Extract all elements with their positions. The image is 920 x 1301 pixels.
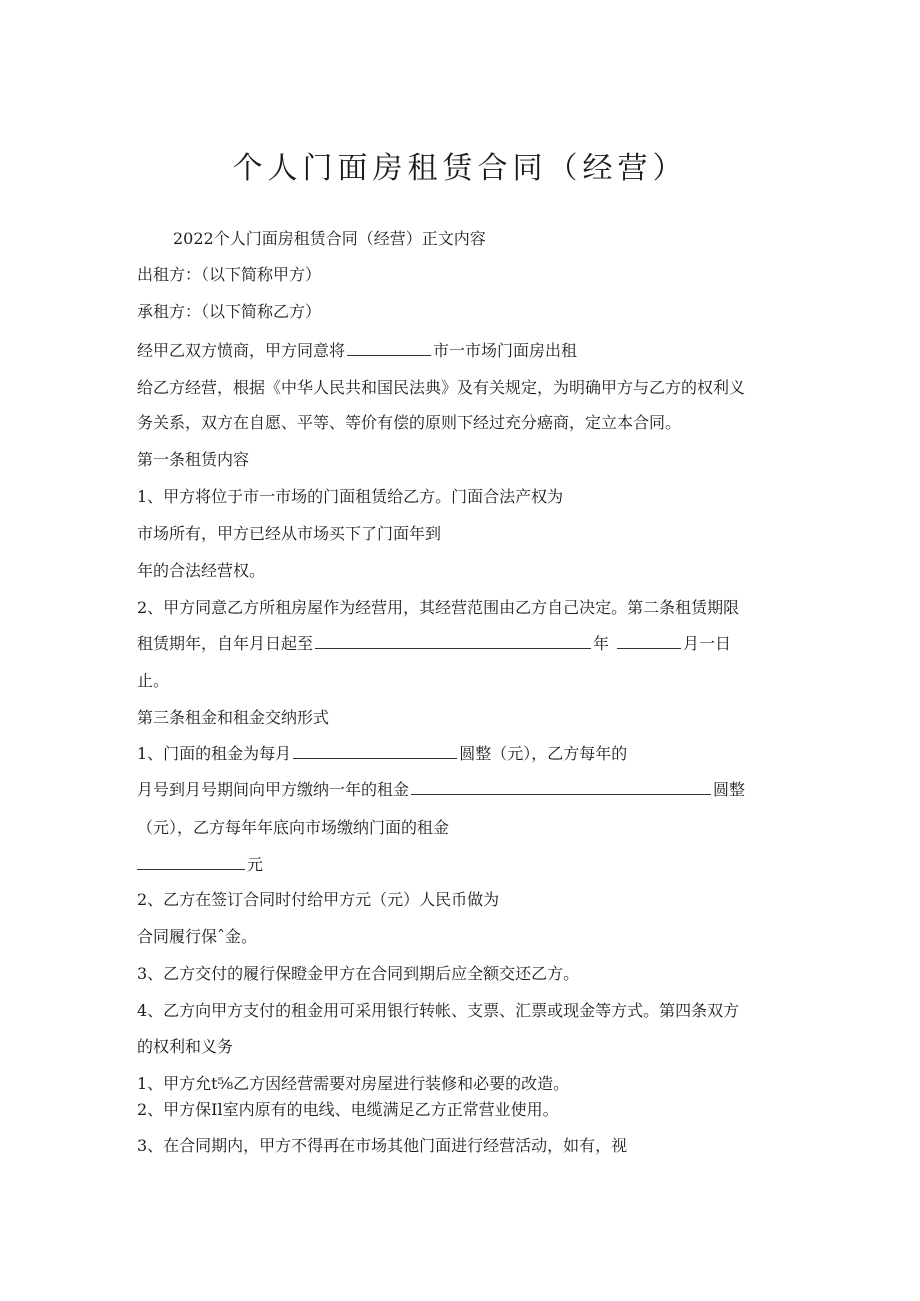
article-3-item-1a bbox=[137, 744, 627, 764]
intro-line-3: 务关系，双方在自愿、平等、等价有偿的原则下经过充分癌商，定立本合同。 bbox=[137, 413, 682, 432]
article-1-item-1a: 1、甲方将位于市一市场的门面租赁给乙方。门面合法产权为 bbox=[137, 487, 564, 506]
article-1-item-1c: 年的合法经营权。 bbox=[137, 561, 266, 580]
rent-text-f: 元 bbox=[247, 855, 264, 874]
article-3-item-1b bbox=[137, 780, 745, 800]
article-3-item-4: 4、乙方向甲方支付的租金用可采用银行转帐、支票、汇票或现金等方式。第四条双方 bbox=[137, 1001, 740, 1020]
intro-text-a: 经甲乙双方愤商，甲方同意将 bbox=[137, 341, 346, 360]
article-3-item-3: 3、乙方交付的履行保瞪金甲方在合同到期后应全额交还乙方。 bbox=[137, 964, 580, 983]
rent-text-c: 月号到月号期间向甲方缴纳一年的租金 bbox=[137, 780, 410, 799]
term-text-a: 租赁期年，自年月日起至 bbox=[137, 634, 314, 653]
term-end-blank bbox=[315, 634, 591, 649]
rent-text-b: 圆整（元），乙方每年的 bbox=[459, 744, 628, 763]
document-subtitle: 2022个人门面房租赁合同（经营）正文内容 bbox=[173, 229, 486, 248]
article-1-item-2: 2、甲方同意乙方所租房屋作为经营用，其经营范围由乙方自己决定。第二条租赁期限 bbox=[137, 598, 740, 617]
lessee-line: 承租方：（以下简称乙方） bbox=[137, 302, 322, 321]
document-title: 个人门面房租赁合同（经营） bbox=[232, 151, 688, 186]
article-4-item-2: 2、甲方保Il室内原有的电线、电缆满足乙方正常营业使用。 bbox=[137, 1100, 559, 1119]
article-3-item-2a: 2、乙方在签订合同时付给甲方元（元）人民币做为 bbox=[137, 890, 500, 909]
intro-line-2: 给乙方经营，根据《中华人民共和国民法典》及有关规定，为明确甲方与乙方的权利义 bbox=[137, 378, 746, 397]
monthly-rent-blank bbox=[293, 744, 457, 759]
article-1-item-1b: 市场所有，甲方已经从市场买下了门面年到 bbox=[137, 524, 442, 543]
term-line bbox=[137, 634, 731, 654]
article-4-item-3: 3、在合同期内，甲方不得再在市场其他门面进行经营活动，如有，视 bbox=[137, 1136, 628, 1155]
term-text-c: 月一日 bbox=[683, 634, 732, 653]
article-3-item-2b: 合同履行保ˆ金。 bbox=[137, 927, 258, 946]
article-4-title: 的权利和义务 bbox=[137, 1037, 234, 1056]
market-rent-blank bbox=[137, 855, 245, 870]
article-3-item-1c: （元），乙方每年年底向市场缴纳门面的租金 bbox=[137, 818, 450, 837]
intro-text-b: 市一市场门面房出租 bbox=[433, 341, 578, 360]
annual-rent-blank bbox=[411, 780, 711, 795]
term-end-line: 止。 bbox=[137, 671, 170, 690]
rent-text-d: 圆整 bbox=[713, 780, 746, 799]
article-4-item-1: 1、甲方允t⅝乙方因经营需要对房屋进行装修和必要的改造。 bbox=[137, 1074, 570, 1093]
rent-text-a: 1、门面的租金为每月 bbox=[137, 744, 292, 763]
article-1-title: 第一条租赁内容 bbox=[137, 450, 250, 469]
intro-line-1 bbox=[137, 341, 577, 361]
market-blank bbox=[347, 341, 431, 356]
article-3-item-1d bbox=[137, 855, 263, 875]
article-3-title: 第三条租金和租金交纳形式 bbox=[137, 708, 330, 727]
term-month-blank bbox=[617, 634, 681, 649]
lessor-line: 出租方：（以下简称甲方） bbox=[137, 265, 322, 284]
term-text-b: 年 bbox=[593, 634, 610, 653]
